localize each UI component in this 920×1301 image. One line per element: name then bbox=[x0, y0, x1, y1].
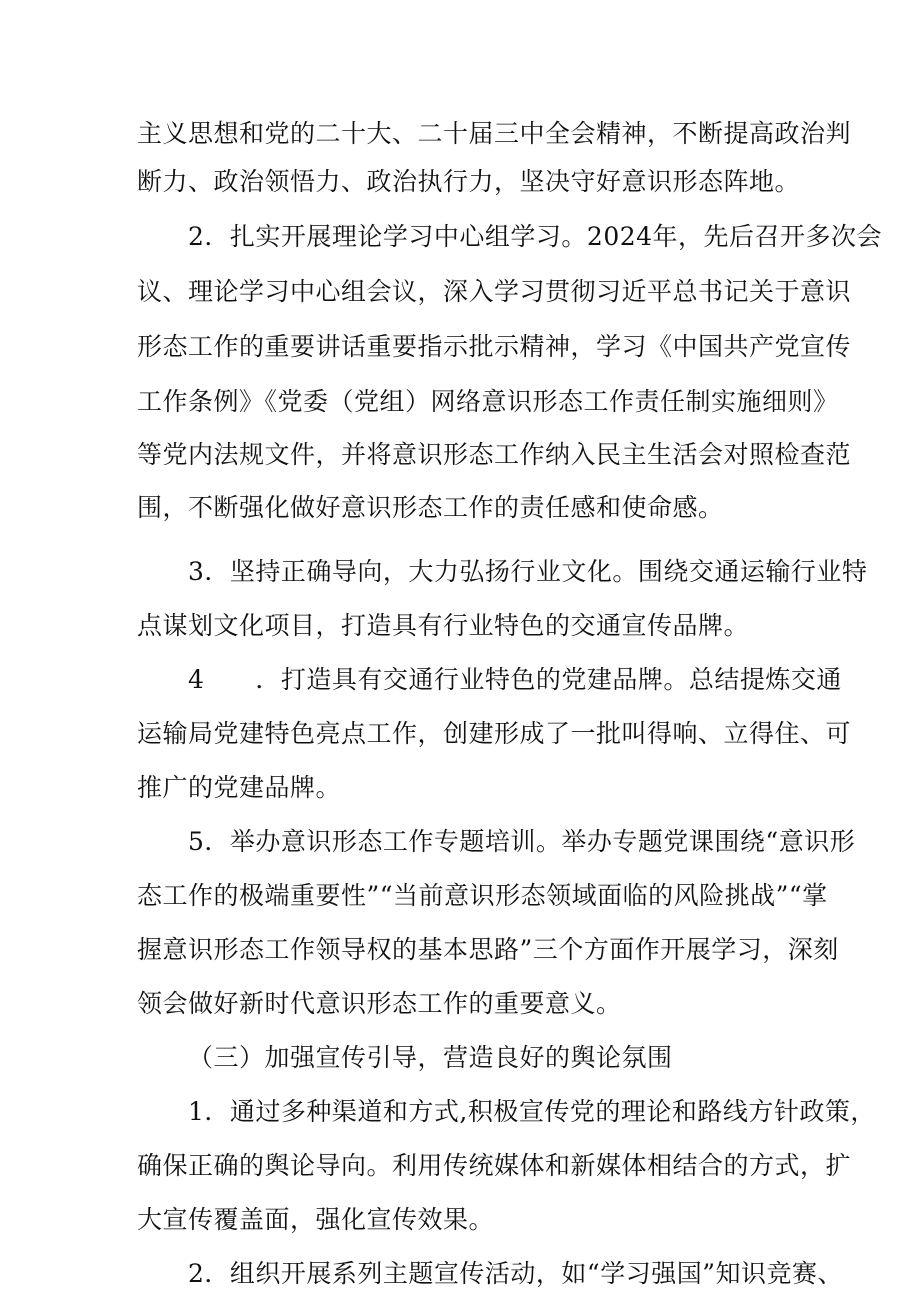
text-line-content: 工作条例》《党委（党组）网络意识形态工作责任制实施细则》 bbox=[137, 387, 839, 416]
paragraph-2-start bbox=[0, 215, 920, 259]
text-line bbox=[0, 112, 920, 156]
text-line-content: 点谋划文化项目，打造具有行业特色的交通宣传品牌。 bbox=[137, 611, 750, 640]
section-heading-text: （三）加强宣传引导，营造良好的舆论氛围 bbox=[188, 1043, 673, 1072]
paragraph-6-start bbox=[0, 1090, 920, 1134]
text-line-content: 运输局党建特色亮点工作，创建形成了一批叫得响、立得住、可 bbox=[137, 719, 852, 748]
text-line-content: 大宣传覆盖面，强化宣传效果。 bbox=[137, 1205, 495, 1234]
section-heading bbox=[0, 1036, 920, 1080]
paragraph-7-start bbox=[0, 1252, 920, 1296]
text-line-content: 议、理论学习中心组会议，深入学习贯彻习近平总书记关于意识 bbox=[137, 277, 852, 306]
text-line bbox=[0, 928, 920, 972]
text-line bbox=[0, 982, 920, 1026]
paragraph-4-start bbox=[0, 658, 920, 702]
text-line-content: 等党内法规文件，并将意识形态工作纳入民主生活会对照检查范 bbox=[137, 440, 852, 469]
text-line-content: 3．坚持正确导向，大力弘扬行业文化。围绕交通运输行业特 bbox=[188, 557, 868, 586]
text-line bbox=[0, 486, 920, 530]
text-line bbox=[0, 380, 920, 424]
text-line-content: 围，不断强化做好意识形态工作的责任感和使命感。 bbox=[137, 493, 724, 522]
text-line bbox=[0, 766, 920, 810]
text-line bbox=[0, 874, 920, 918]
text-line-content: 确保正确的舆论导向。利用传统媒体和新媒体相结合的方式，扩 bbox=[137, 1151, 852, 1180]
text-line bbox=[0, 1144, 920, 1188]
text-line bbox=[0, 604, 920, 648]
text-line bbox=[0, 1198, 920, 1242]
paragraph-5-start bbox=[0, 820, 920, 864]
text-line-content: 推广的党建品牌。 bbox=[137, 773, 342, 802]
text-line-content: 5．举办意识形态工作专题培训。举办专题党课围绕“意识形 bbox=[188, 827, 856, 856]
text-line-content: 断力、政治领悟力、政治执行力，坚决守好意识形态阵地。 bbox=[137, 167, 801, 196]
text-line-content: 4 ．打造具有交通行业特色的党建品牌。总结提炼交通 bbox=[188, 665, 842, 694]
text-line-content: 1．通过多种渠道和方式,积极宣传党的理论和路线方针政策， bbox=[188, 1097, 876, 1126]
text-line-content: 2．扎实开展理论学习中心组学习。2024年，先后召开多次会 bbox=[188, 222, 883, 251]
text-line bbox=[0, 160, 920, 204]
text-line bbox=[0, 270, 920, 314]
text-line-content: 2．组织开展系列主题宣传活动，如“学习强国”知识竞赛、 bbox=[188, 1259, 843, 1288]
text-line-content: 形态工作的重要讲话重要指示批示精神，学习《中国共产党宣传 bbox=[137, 332, 852, 361]
text-line bbox=[0, 325, 920, 369]
text-line bbox=[0, 433, 920, 477]
text-line-content: 握意识形态工作领导权的基本思路”三个方面作开展学习，深刻 bbox=[137, 935, 839, 964]
paragraph-3-start bbox=[0, 550, 920, 594]
text-line-content: 领会做好新时代意识形态工作的重要意义。 bbox=[137, 989, 622, 1018]
text-line bbox=[0, 712, 920, 756]
text-line-content: 主义思想和党的二十大、二十届三中全会精神，不断提高政治判 bbox=[137, 119, 852, 148]
text-line-content: 态工作的极端重要性”“当前意识形态领域面临的风险挑战”“掌 bbox=[137, 881, 828, 910]
